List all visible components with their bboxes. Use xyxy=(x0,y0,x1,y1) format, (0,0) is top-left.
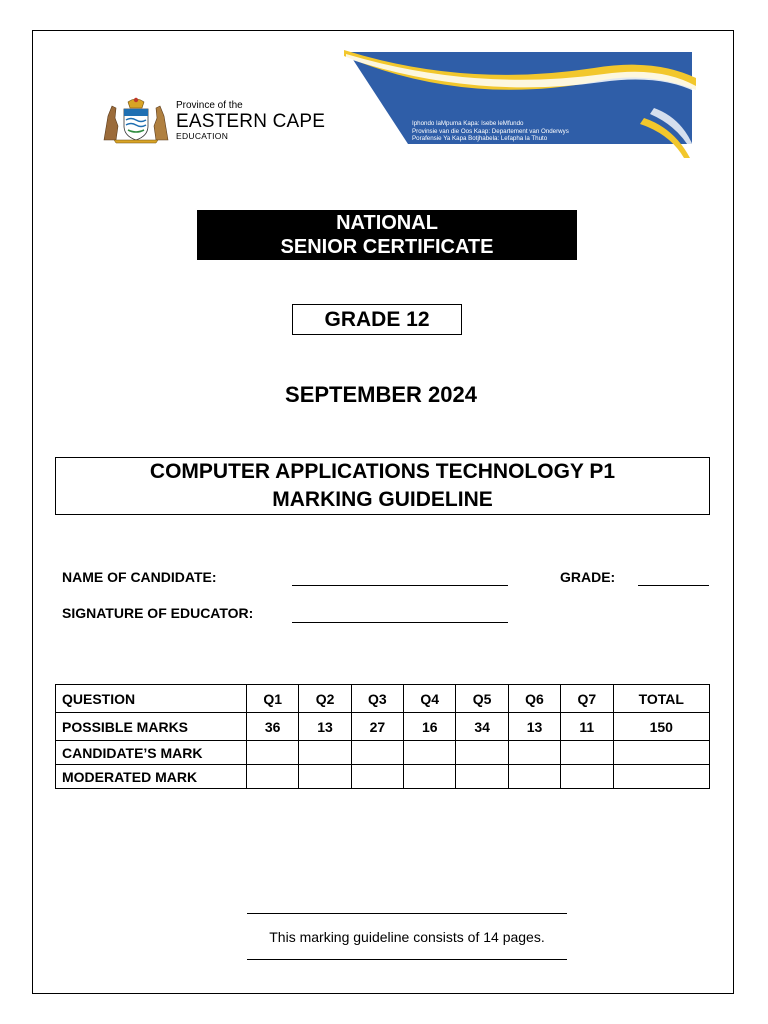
table-cell: Q3 xyxy=(351,685,403,713)
footer-bottom-rule xyxy=(247,959,567,960)
subject-title-box xyxy=(55,457,710,515)
table-cell: Q6 xyxy=(508,685,560,713)
table-cell: 13 xyxy=(508,713,560,741)
table-cell-empty[interactable] xyxy=(456,765,508,789)
grade-line[interactable] xyxy=(638,585,709,586)
table-cell-empty[interactable] xyxy=(404,741,456,765)
signature-of-educator-label: SIGNATURE OF EDUCATOR: xyxy=(62,605,254,621)
table-cell: 36 xyxy=(247,713,299,741)
table-cell-empty[interactable] xyxy=(404,765,456,789)
name-of-candidate-line[interactable] xyxy=(292,585,508,586)
table-cell-empty[interactable] xyxy=(299,765,351,789)
grade-heading: GRADE 12 xyxy=(292,304,462,335)
table-cell: Q1 xyxy=(247,685,299,713)
signature-of-educator-line[interactable] xyxy=(292,622,508,623)
coat-of-arms-icon xyxy=(100,96,172,144)
exam-date-text: SEPTEMBER 2024 xyxy=(285,382,477,407)
table-cell-empty[interactable] xyxy=(561,741,613,765)
table-cell: Q7 xyxy=(561,685,613,713)
table-cell-empty[interactable] xyxy=(508,741,560,765)
table-cell-empty[interactable] xyxy=(613,741,709,765)
table-row-possible-marks xyxy=(56,713,710,741)
table-cell-empty[interactable] xyxy=(351,741,403,765)
table-cell: 150 xyxy=(613,713,709,741)
table-row-question-header xyxy=(56,685,710,713)
table-cell: QUESTION xyxy=(56,685,247,713)
logo-province-line: Province of the xyxy=(176,100,243,111)
exam-date-heading xyxy=(0,382,768,408)
table-cell: Q4 xyxy=(404,685,456,713)
table-cell-empty[interactable] xyxy=(508,765,560,789)
name-of-candidate-label: NAME OF CANDIDATE: xyxy=(62,569,217,585)
table-cell: 27 xyxy=(351,713,403,741)
table-cell: Q5 xyxy=(456,685,508,713)
table-cell: 16 xyxy=(404,713,456,741)
banner-line-xhosa: Iphondo laMpuma Kapa: Isebe leMfundo xyxy=(412,120,524,127)
document-type-title: MARKING GUIDELINE xyxy=(272,488,493,511)
table-cell-empty[interactable] xyxy=(613,765,709,789)
table-cell-empty[interactable] xyxy=(456,741,508,765)
table-cell-empty[interactable] xyxy=(299,741,351,765)
table-cell: POSSIBLE MARKS xyxy=(56,713,247,741)
footer-top-rule xyxy=(247,913,567,914)
logo-main-line: EASTERN CAPE xyxy=(176,111,326,132)
grade-label: GRADE: xyxy=(560,569,616,585)
table-cell-empty[interactable] xyxy=(247,765,299,789)
logo-sub-line: EDUCATION xyxy=(176,131,229,141)
table-cell-empty[interactable] xyxy=(351,765,403,789)
banner-line-sotho: Porafensie Ya Kapa Botjhabela: Lefapha la Thuto xyxy=(412,135,548,143)
banner-line-afrikaans: Provinsie van die Oos Kaap: Departement van Onderwys xyxy=(412,127,569,135)
province-logo-text xyxy=(176,101,325,141)
table-cell-empty[interactable] xyxy=(561,765,613,789)
table-cell: TOTAL xyxy=(613,685,709,713)
table-row-candidates-mark xyxy=(56,741,710,765)
heading-national: NATIONAL xyxy=(336,212,438,234)
subject-title: COMPUTER APPLICATIONS TECHNOLOGY P1 xyxy=(149,460,616,483)
table-cell: 34 xyxy=(456,713,508,741)
department-banner-graphic xyxy=(344,48,696,160)
table-cell: CANDIDATE’S MARK xyxy=(56,741,247,765)
table-cell: 11 xyxy=(561,713,613,741)
heading-senior-certificate: SENIOR CERTIFICATE xyxy=(280,236,494,258)
table-cell-empty[interactable] xyxy=(247,741,299,765)
marks-table xyxy=(55,684,710,789)
table-cell: Q2 xyxy=(299,685,351,713)
table-cell: 13 xyxy=(299,713,351,741)
table-cell: MODERATED MARK xyxy=(56,765,247,789)
table-row-moderated-mark xyxy=(56,765,710,789)
page-count-note: This marking guideline consists of 14 pages. xyxy=(269,929,545,945)
banner-text-block xyxy=(412,120,682,143)
national-senior-certificate-heading xyxy=(197,210,577,260)
